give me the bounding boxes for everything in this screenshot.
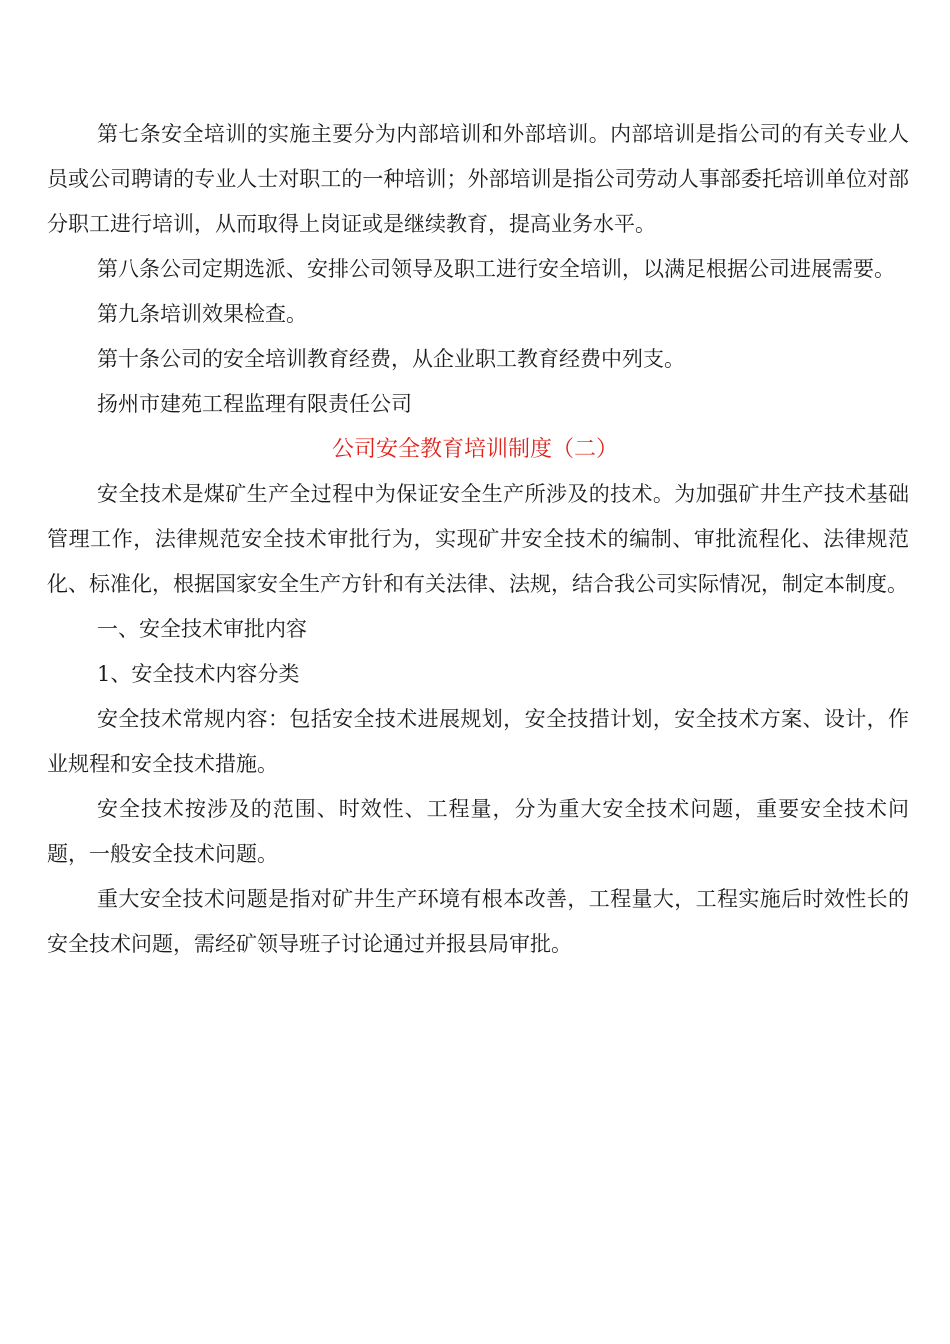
article-10-paragraph: 第十条公司的安全培训教育经费，从企业职工教育经费中列支。 [97,347,685,371]
heading-approval-content: 一、安全技术审批内容 [97,617,307,641]
section-title: 公司安全教育培训制度（二） [331,437,618,462]
company-name: 扬州市建苑工程监理有限责任公司 [97,392,412,416]
major-issues-paragraph: 重大安全技术问题是指对矿井生产环境有根本改善，工程量大，工程实施后时效性长的安全技术问题，需经矿领导班子讨论通过并报县局审批。 [47,887,909,956]
article-9-paragraph: 第九条培训效果检查。 [97,302,307,326]
article-7-paragraph: 第七条安全培训的实施主要分为内部培训和外部培训。内部培训是指公司的有关专业人员或公司聘请的专业人士对职工的一种培训；外部培训是指公司劳动人事部委托培训单位对部分职工进行培训，从而取得上岗证或是继续教育，提高业务水平。 [47,122,909,236]
routine-content-paragraph: 安全技术常规内容：包括安全技术进展规划，安全技措计划，安全技术方案、设计，作业规程和安全技术措施。 [47,707,909,776]
document-body [47,112,909,967]
intro-paragraph: 安全技术是煤矿生产全过程中为保证安全生产所涉及的技术。为加强矿井生产技术基础管理工作，法律规范安全技术审批行为，实现矿井安全技术的编制、审批流程化、法律规范化、标准化，根据国家安全生产方针和有关法律、法规，结合我公司实际情况，制定本制度。 [47,482,909,596]
classification-paragraph: 安全技术按涉及的范围、时效性、工程量，分为重大安全技术问题，重要安全技术问题，一般安全技术问题。 [47,797,909,866]
article-8-paragraph: 第八条公司定期选派、安排公司领导及职工进行安全培训，以满足根据公司进展需要。 [97,257,895,281]
heading-content-classification: 1、安全技术内容分类 [97,662,300,686]
